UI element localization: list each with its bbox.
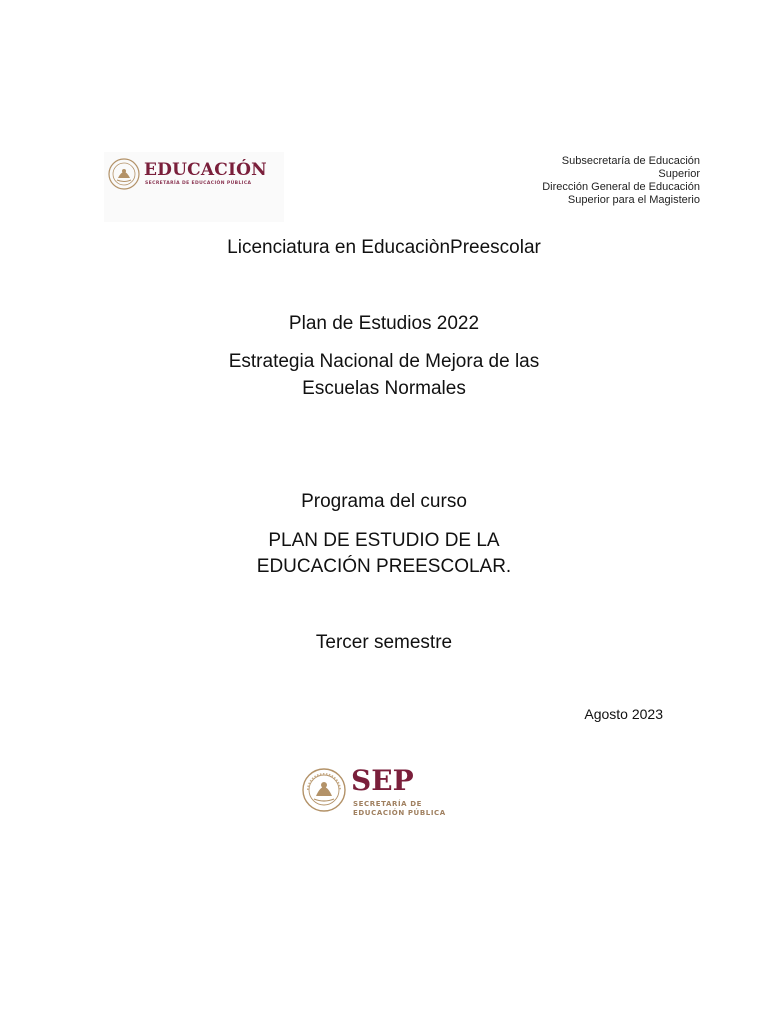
sep-logo-subtitle-line-1: SECRETARÍA DE [353,800,423,808]
header-line-2: Superior [658,168,700,180]
national-seal-icon [108,158,140,190]
educacion-logo [104,152,284,222]
semester-label: Tercer semestre [315,632,453,653]
plan-title: Plan de Estudios 2022 [288,313,480,334]
educacion-logo-subtitle: SECRETARÍA DE EDUCACIÓN PÚBLICA [145,181,252,186]
header-line-1: Subsecretaría de Educación [561,155,700,167]
document-date: Agosto 2023 [584,706,663,722]
sep-logo [298,764,448,820]
header-line-3: Dirección General de Educación [542,181,700,193]
strategy-line-2: Escuelas Normales [302,378,466,399]
course-title-line-1: PLAN DE ESTUDIO DE LA [268,530,500,551]
sep-logo-subtitle-line-2: EDUCACIÓN PÚBLICA [353,809,446,817]
institution-header [460,155,700,207]
course-title-line-2: EDUCACIÓN PREESCOLAR. [256,556,512,577]
national-seal-icon [302,768,346,812]
educacion-logo-wordmark: EDUCACIÓN [144,160,267,180]
strategy-line-1: Estrategia Nacional de Mejora de las [228,351,540,372]
program-label: Programa del curso [301,491,467,512]
header-line-4: Superior para el Magisterio [567,194,700,206]
degree-title: Licenciatura en EducaciònPreescolar [227,237,541,258]
sep-logo-wordmark: SEP [351,764,414,797]
